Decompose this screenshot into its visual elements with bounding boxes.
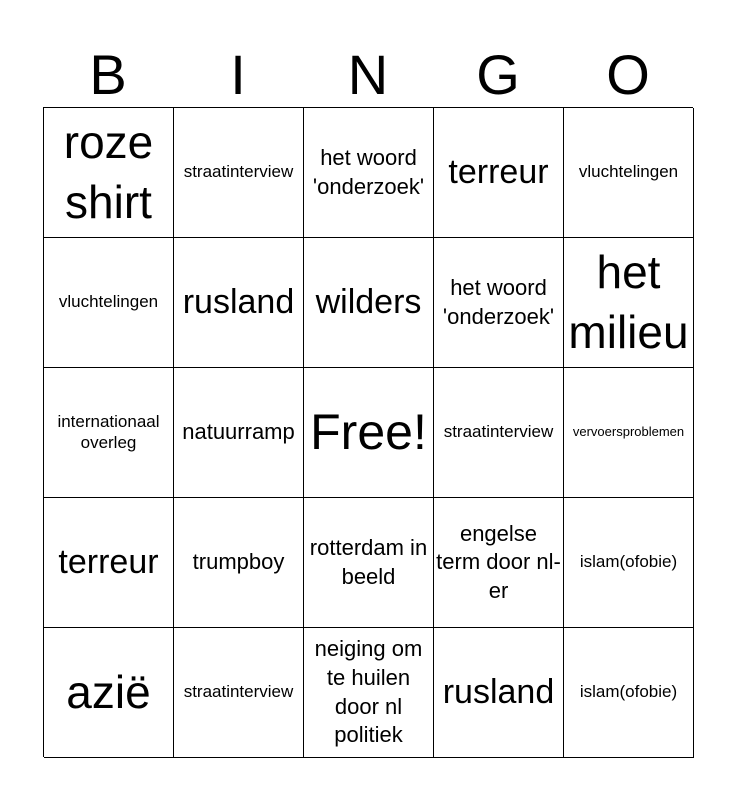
header-letter-o: O <box>606 43 650 106</box>
bingo-cell-r2c4[interactable]: het woord 'onderzoek' <box>434 238 564 368</box>
bingo-cell-r1c4[interactable]: terreur <box>434 108 564 238</box>
header-letter-i: I <box>230 43 246 106</box>
bingo-cell-r4c4[interactable]: engelse term door nl-er <box>434 498 564 628</box>
bingo-cell-r3c5[interactable]: vervoersproblemen <box>564 368 694 498</box>
bingo-cell-r1c2[interactable]: straatinterview <box>174 108 304 238</box>
bingo-cell-r5c4[interactable]: rusland <box>434 628 564 758</box>
bingo-grid <box>43 107 693 757</box>
header-letter-n: N <box>347 43 389 106</box>
bingo-cell-free[interactable]: Free! <box>304 368 434 498</box>
bingo-cell-r3c4[interactable]: straatinterview <box>434 368 564 498</box>
header-letter-g: G <box>476 43 520 106</box>
bingo-cell-r4c3[interactable]: rotterdam in beeld <box>304 498 434 628</box>
bingo-cell-r4c1[interactable]: terreur <box>44 498 174 628</box>
bingo-cell-r4c5[interactable]: islam(ofobie) <box>564 498 694 628</box>
bingo-cell-r2c3[interactable]: wilders <box>304 238 434 368</box>
bingo-cell-r4c2[interactable]: trumpboy <box>174 498 304 628</box>
bingo-cell-r5c1[interactable]: azië <box>44 628 174 758</box>
bingo-cell-r2c1[interactable]: vluchtelingen <box>44 238 174 368</box>
bingo-cell-r5c3[interactable]: neiging om te huilen door nl politiek <box>304 628 434 758</box>
bingo-cell-r1c1[interactable]: roze shirt <box>44 108 174 238</box>
bingo-cell-r3c1[interactable]: internationaal overleg <box>44 368 174 498</box>
bingo-cell-r5c2[interactable]: straatinterview <box>174 628 304 758</box>
bingo-cell-r2c5[interactable]: het milieu <box>564 238 694 368</box>
header-letter-b: B <box>89 43 127 106</box>
bingo-cell-r1c5[interactable]: vluchtelingen <box>564 108 694 238</box>
bingo-header <box>43 42 693 108</box>
bingo-cell-r5c5[interactable]: islam(ofobie) <box>564 628 694 758</box>
bingo-cell-r1c3[interactable]: het woord 'onderzoek' <box>304 108 434 238</box>
bingo-cell-r3c2[interactable]: natuurramp <box>174 368 304 498</box>
bingo-cell-r2c2[interactable]: rusland <box>174 238 304 368</box>
